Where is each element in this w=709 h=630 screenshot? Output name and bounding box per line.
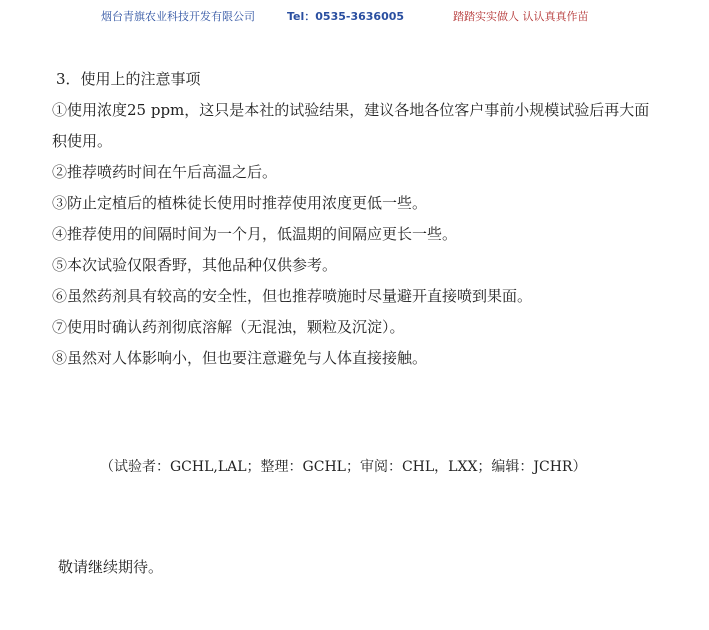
note-item-4: ④推荐使用的间隔时间为一个月，低温期的间隔应更长一些。 xyxy=(52,225,458,243)
credits-line: （试验者：GCHL,LAL；整理：GCHL；审阅：CHL，LXX；编辑：JCHR） xyxy=(100,459,587,475)
page-header xyxy=(0,6,709,24)
company-name: 烟台青旗农业科技开发有限公司 xyxy=(101,10,255,23)
note-item-2: ②推荐喷药时间在午后高温之后。 xyxy=(52,163,278,181)
telephone: Tel：0535-3636005 xyxy=(287,10,405,23)
note-item-7: ⑦使用时确认药剂彻底溶解（无混浊，颗粒及沉淀）。 xyxy=(52,318,405,336)
note-item-1: ①使用浓度25 ppm，这只是本社的试验结果，建议各地各位客户事前小规模试验后再大面积使用。 xyxy=(52,101,650,150)
note-item-3: ③防止定植后的植株徒长使用时推荐使用浓度更低一些。 xyxy=(52,194,428,212)
section-title: 3．使用上的注意事项 xyxy=(56,70,201,88)
notes-section xyxy=(52,64,672,374)
closing-line: 敬请继续期待。 xyxy=(58,558,164,576)
notes-list xyxy=(52,95,672,374)
note-item-8: ⑧虽然对人体影响小，但也要注意避免与人体直接接触。 xyxy=(52,349,428,367)
note-item-6: ⑥虽然药剂具有较高的安全性，但也推荐喷施时尽量避开直接喷到果面。 xyxy=(52,287,533,305)
company-motto: 踏踏实实做人 认认真真作苗 xyxy=(453,10,589,23)
note-item-5: ⑤本次试验仅限香野，其他品种仅供参考。 xyxy=(52,256,338,274)
